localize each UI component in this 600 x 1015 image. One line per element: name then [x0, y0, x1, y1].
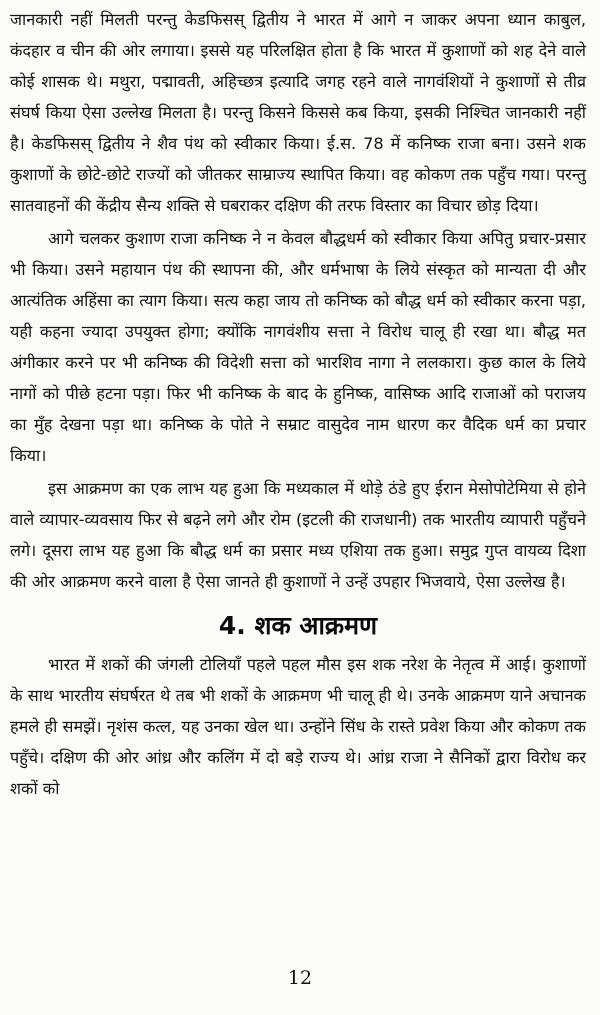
paragraph-3: इस आक्रमण का एक लाभ यह हुआ कि मध्यकाल में थोड़े ठंडे हुए ईरान मेसोपोटेमिया से होने वाले व्यापार-व्यवसाय फिर से बढ़ने लगे और रोम (इटली की राजधानी) तक भारतीय व्यापारी पहुँचने लगे। दूसरा लाभ यह हुआ कि बौद्ध धर्म का प्रसार मध्य एशिया तक हुआ। समुद्र गुप्त वायव्य दिशा की ओर आक्रमण करने वाला है ऐसा जानते ही कुशाणों ने उन्हें उपहार भिजवाये, ऐसा उल्लेख है। — [10, 479, 586, 591]
page-number: 12 — [287, 967, 313, 989]
paragraph-4: भारत में शकों की जंगली टोलियाँ पहले पहल मौस इस शक नरेश के नेतृत्व में आई। कुशाणों के साथ भारतीय संघर्षरत थे तब भी शकों के आक्रमण भी चालू ही थे। उनके आक्रमण याने अचानक हमले ही समझें। नृशंस कत्ल, यह उनका खेल था। उन्होंने सिंध के रास्ते प्रवेश किया और कोकण तक पहुँचे। दक्षिण की ओर आंध्र और कलिंग में दो बड़े राज्य थे। आंध्र राजा ने सैनिकों द्वारा विरोध कर शकों को — [10, 655, 586, 798]
section-heading: 4. शक आक्रमण — [218, 611, 378, 640]
paragraph-1: जानकारी नहीं मिलती परन्तु केडफिसस् द्वितीय ने भारत में आगे न जाकर अपना ध्यान काबुल, कंदहार व चीन की ओर लगाया। इससे यह परिलक्षित होता है कि भारत में कुशाणों को शह देने वाले कोई शासक थे। मथुरा, पद्मावती, अहिच्छत्र इत्यादि जगह रहने वाले नागवंशियों ने कुशाणों से तीव्र संघर्ष किया ऐसा उल्लेख मिलता है। परन्तु किसने किससे कब किया, इसकी निश्चित जानकारी नहीं है। केडफिसस् द्वितीय ने शैव पंथ को स्वीकार किया। ई.स. 78 में कनिष्क राजा बना। उसने शक कुशाणों के छोटे-छोटे राज्यों को जीतकर साम्राज्य स्थापित किया। वह कोकण तक पहुँच गया। परन्तु सातवाहनों की केंद्रीय सैन्य शक्ति से घबराकर दक्षिण की तरफ विस्तार का विचार छोड़ दिया। — [10, 10, 586, 215]
paragraph-2: आगे चलकर कुशाण राजा कनिष्क ने न केवल बौद्धधर्म को स्वीकार किया अपितु प्रचार-प्रसार भी किया। उसने महायान पंथ की स्थापना की, और धर्मभाषा के लिये संस्कृत को मान्यता दी और आत्यंतिक अहिंसा का त्याग किया। सत्य कहा जाय तो कनिष्क को बौद्ध धर्म को स्वीकार करना पड़ा, यही कहना ज्यादा उपयुक्त होगा; क्योंकि नागवंशीय सत्ता ने विरोध चालू ही रखा था। बौद्ध मत अंगीकार करने पर भी कनिष्क की विदेशी सत्ता को भारशिव नागा ने ललकारा। कुछ काल के लिये नागों को पीछे हटना पड़ा। फिर भी कनिष्क के बाद के हुनिष्क, वासिष्क आदि राजाओं को पराजय का मुँह देखना पड़ा था। कनिष्क के पोते ने सम्राट वासुदेव नाम धारण कर वैदिक धर्म का प्रचार किया। — [10, 229, 586, 465]
